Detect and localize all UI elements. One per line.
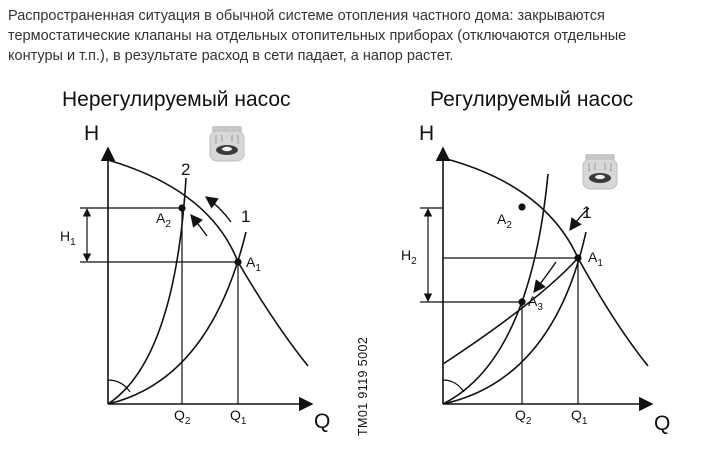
left-axis-h-label: H	[84, 122, 100, 145]
right-system-curve-2	[443, 174, 548, 404]
right-axis-q-label: Q	[654, 412, 671, 435]
left-pump-curve	[108, 160, 308, 366]
right-arrow-lower	[534, 262, 556, 292]
left-a2-label: $A_2$	[156, 210, 171, 230]
intro-line-1: Распространенная ситуация в обычной системе отопления частного дома: закрываются	[8, 8, 605, 24]
right-q2-label: $Q_2$	[515, 407, 532, 427]
left-axis-q-label: Q	[314, 410, 331, 433]
left-q2-label: $Q_2$	[174, 407, 191, 427]
right-curve-1-label: 1	[582, 203, 592, 222]
right-origin-arc	[443, 380, 464, 392]
right-pump-curve	[443, 158, 648, 366]
right-pump-controller-icon	[583, 154, 617, 189]
right-title: Регулируемый насос	[430, 88, 634, 111]
right-a3-label: $A_3$	[528, 293, 543, 313]
right-h2-label: $H_2$	[401, 247, 417, 267]
left-title: Нерегулируемый насос	[62, 88, 291, 111]
intro-line-3: контуры и т.п.), в результате расход в сети падает, а напор растет.	[8, 48, 454, 64]
left-curve-2-label: 2	[181, 160, 191, 179]
right-point-a2	[518, 203, 525, 210]
drawing-stamp: TM01 9119 5002	[356, 336, 370, 436]
left-a1-label: $A_1$	[246, 254, 261, 274]
right-a1-label: $A_1$	[588, 249, 603, 269]
right-q1-label: $Q_1$	[571, 407, 588, 427]
right-diagram	[401, 88, 670, 435]
left-h1-label: $H_1$	[60, 228, 76, 248]
right-axis-h-label: H	[419, 122, 435, 145]
left-diagram	[60, 88, 330, 433]
right-a2-label: $A_2$	[497, 211, 512, 231]
left-curve-1-label: 1	[241, 207, 251, 226]
left-arrow-lower	[191, 215, 207, 236]
left-pump-controller-icon	[210, 126, 244, 161]
left-origin-arc	[108, 380, 130, 392]
left-point-a2	[178, 204, 185, 211]
right-point-a3	[518, 298, 525, 305]
left-q1-label: $Q_1$	[230, 407, 247, 427]
intro-line-2: термостатические клапаны на отдельных отопительных приборах (отключаются отдельные	[8, 28, 627, 44]
right-point-a1	[574, 254, 581, 261]
left-point-a1	[234, 258, 241, 265]
